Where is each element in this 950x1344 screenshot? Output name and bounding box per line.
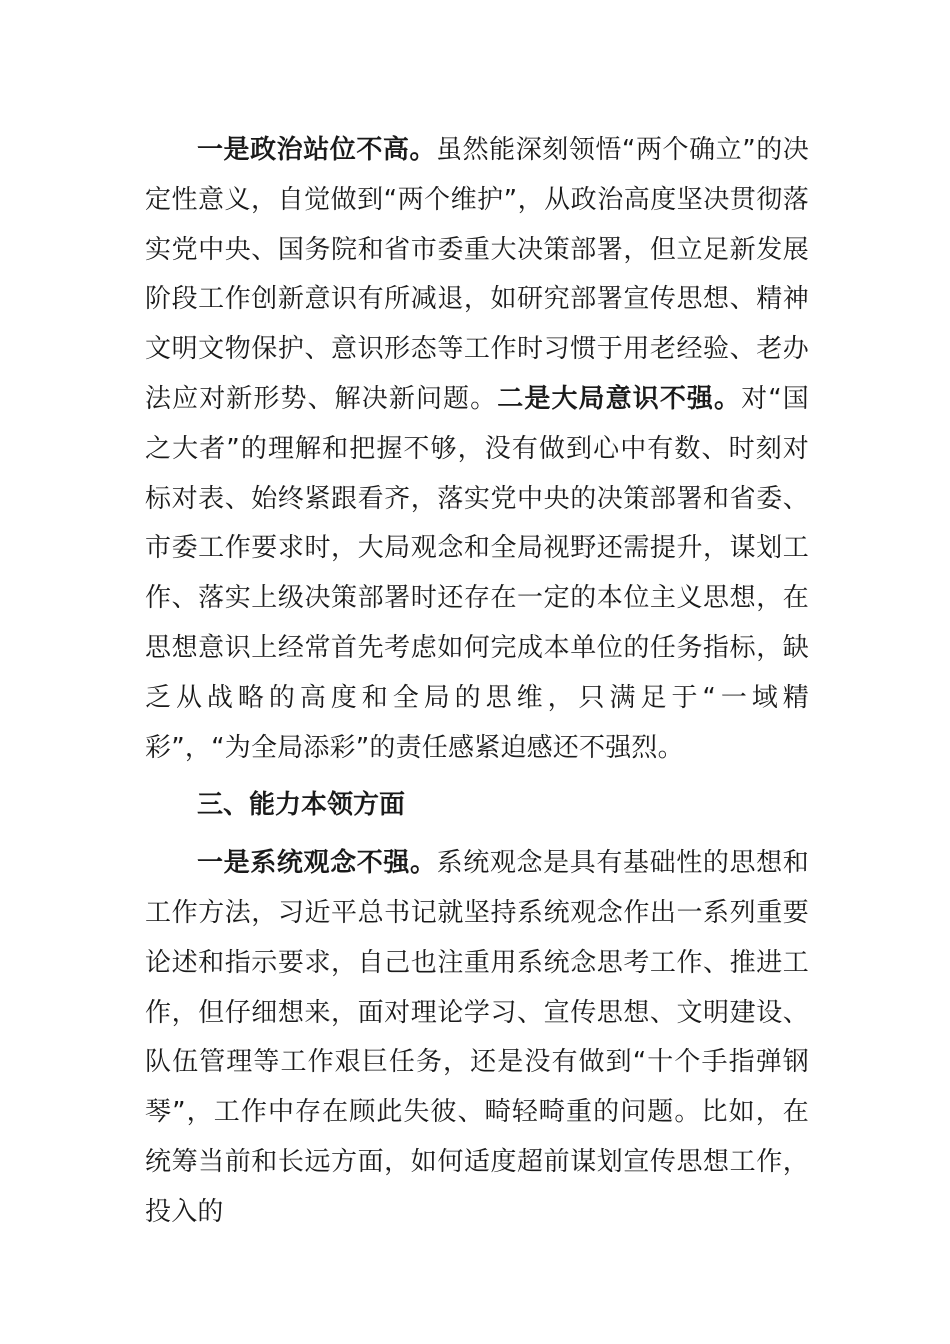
document-page (145, 126, 809, 1238)
lead-overall-awareness: 二是大局意识不强。 (497, 383, 742, 414)
paragraph-political-stance (145, 126, 809, 773)
text-political-stance: 虽然能深刻领悟“两个确立”的决定性意义，自觉做到“两个维护”，从政治高度坚决贯彻落实党中央、国务院和省市委重大决策部署，但立足新发展阶段工作创新意识有所减退，如研究部署宣传思想、精神文明文物保护、意识形态等工作时习惯于用老经验、老办法应对新形势、解决新问题。 (145, 135, 809, 414)
section-heading: 三、能力本领方面 (197, 790, 406, 821)
paragraph-system-thinking (145, 839, 809, 1237)
text-system-thinking: 系统观念是具有基础性的思想和工作方法，习近平总书记就坚持系统观念作出一系列重要论述和指示要求，自己也注重用系统念思考工作、推进工作，但仔细想来，面对理论学习、宣传思想、文明建设、队伍管理等工作艰巨任务，还是没有做到“十个手指弹钢琴”，工作中存在顾此失彼、畸轻畸重的问题。比如，在统筹当前和长远方面，如何适度超前谋划宣传思想工作，投入的 (145, 848, 809, 1227)
lead-system-thinking: 一是系统观念不强。 (197, 848, 437, 879)
text-overall-awareness: 对“国之大者”的理解和把握不够，没有做到心中有数、时刻对标对表、始终紧跟看齐，落实党中央的决策部署和省委、市委工作要求时，大局观念和全局视野还需提升，谋划工作、落实上级决策部署时还存在一定的本位主义思想，在思想意识上经常首先考虑如何完成本单位的任务指标，缺乏从战略的高度和全局的思维，只满足于“一域精彩”，“为全局添彩”的责任感紧迫感还不强烈。 (145, 383, 809, 763)
lead-political-stance: 一是政治站位不高。 (197, 135, 437, 165)
